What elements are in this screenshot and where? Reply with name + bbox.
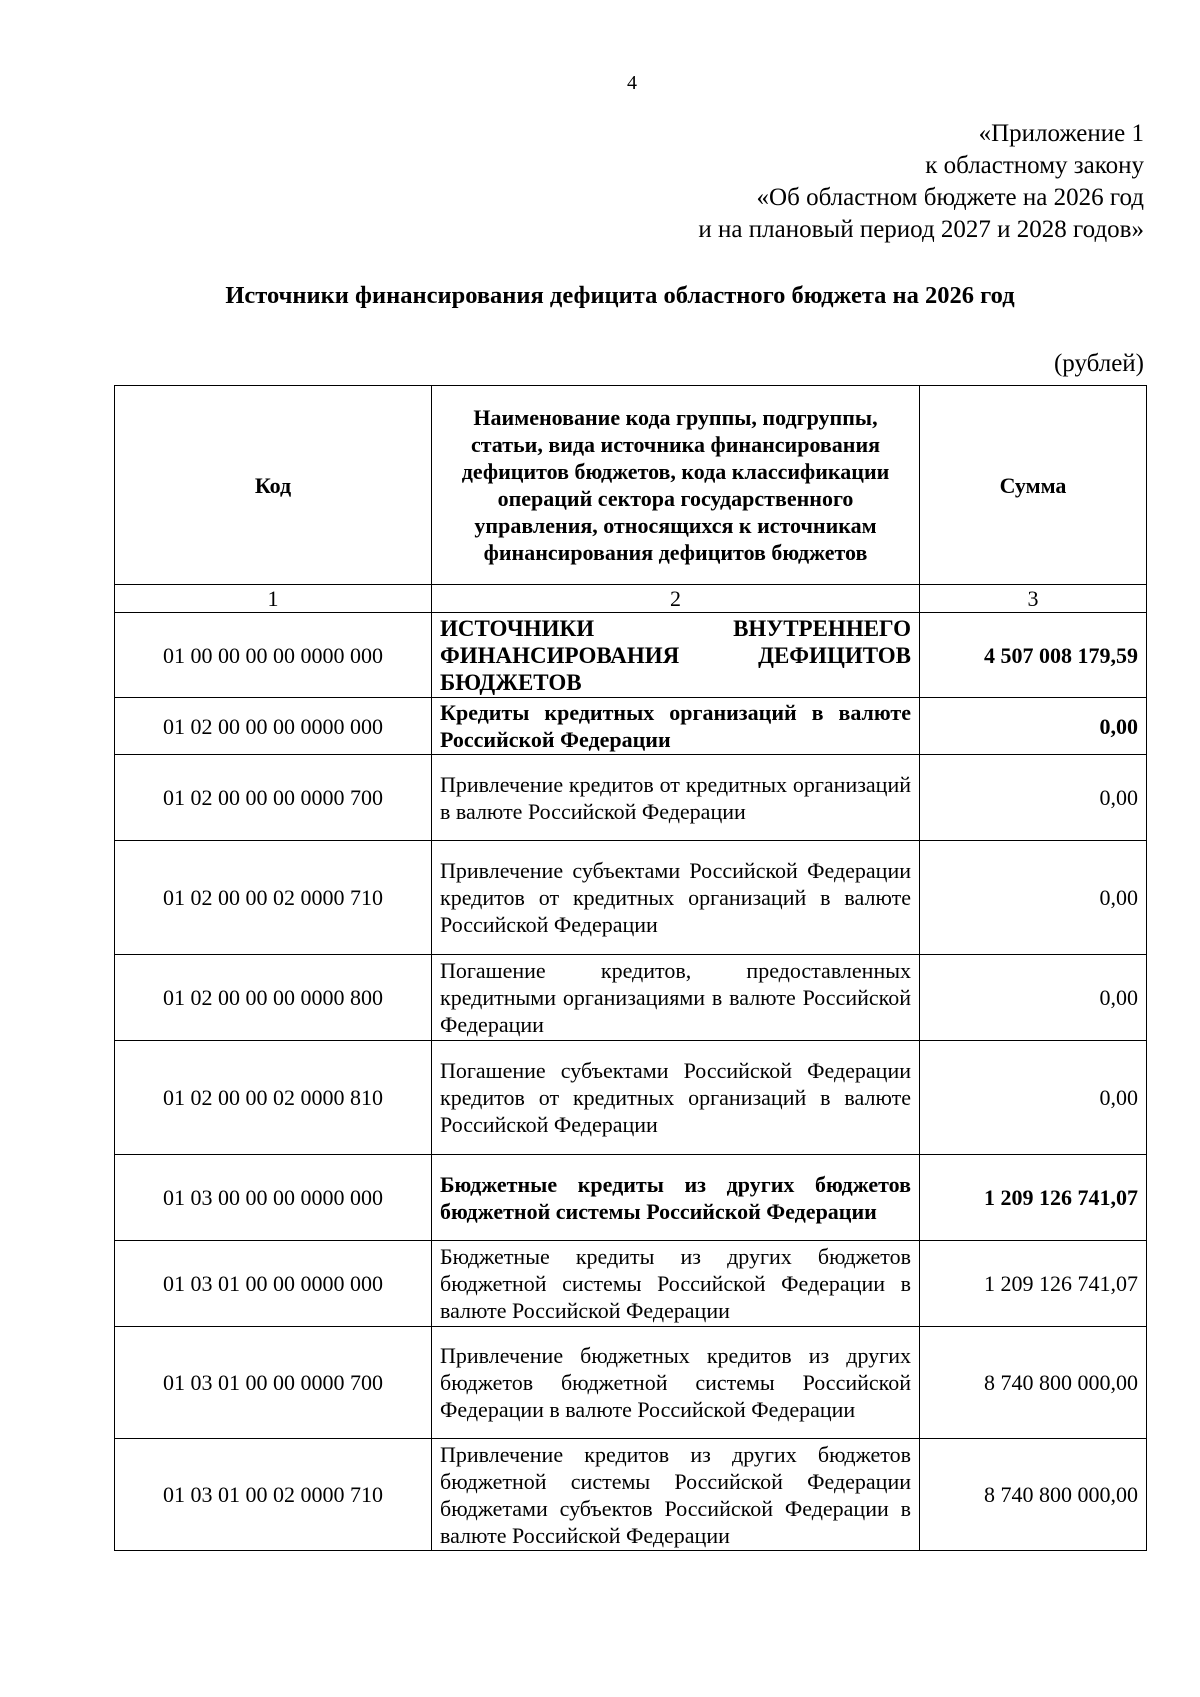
appendix-header bbox=[524, 118, 1144, 246]
row-code: 01 03 01 00 02 0000 710 bbox=[115, 1439, 432, 1551]
row-code: 01 00 00 00 00 0000 000 bbox=[115, 613, 432, 698]
row-sum: 4 507 008 179,59 bbox=[920, 613, 1147, 698]
appendix-line: и на плановый период 2027 и 2028 годов» bbox=[698, 216, 1144, 243]
row-name: Погашение субъектами Российской Федерации кредитов от кредитных организаций в валюте Российской Федерации bbox=[432, 1041, 920, 1155]
appendix-line: к областному закону bbox=[925, 152, 1144, 179]
row-code: 01 03 01 00 00 0000 700 bbox=[115, 1327, 432, 1439]
row-code: 01 02 00 00 02 0000 810 bbox=[115, 1041, 432, 1155]
document-title: Источники финансирования дефицита областного бюджета на 2026 год bbox=[225, 282, 1015, 309]
row-name: Привлечение бюджетных кредитов из других бюджетов бюджетной системы Российской Федерации в валюте Российской Федерации bbox=[432, 1327, 920, 1439]
row-name: ИСТОЧНИКИ ВНУТРЕННЕГО ФИНАНСИРОВАНИЯ ДЕФИЦИТОВ БЮДЖЕТОВ bbox=[432, 613, 920, 698]
row-sum: 1 209 126 741,07 bbox=[920, 1241, 1147, 1327]
row-name: Привлечение кредитов из других бюджетов бюджетной системы Российской Федерации бюджетами субъектов Российской Федерации в валюте Российской Федерации bbox=[432, 1439, 920, 1551]
row-code: 01 02 00 00 00 0000 800 bbox=[115, 955, 432, 1041]
table-row bbox=[115, 1155, 1147, 1241]
table-row bbox=[115, 1327, 1147, 1439]
row-sum: 0,00 bbox=[920, 698, 1147, 755]
row-sum: 0,00 bbox=[920, 955, 1147, 1041]
table-row bbox=[115, 698, 1147, 755]
table-row bbox=[115, 755, 1147, 841]
row-code: 01 03 01 00 00 0000 000 bbox=[115, 1241, 432, 1327]
financing-sources-table bbox=[114, 385, 1147, 1551]
row-name: Погашение кредитов, предоставленных кредитными организациями в валюте Российской Федерации bbox=[432, 955, 920, 1041]
row-code: 01 02 00 00 00 0000 000 bbox=[115, 698, 432, 755]
row-sum: 1 209 126 741,07 bbox=[920, 1155, 1147, 1241]
table-header-row bbox=[115, 386, 1147, 585]
row-sum: 8 740 800 000,00 bbox=[920, 1439, 1147, 1551]
table-row bbox=[115, 613, 1147, 698]
units-label: (рублей) bbox=[1053, 350, 1144, 377]
table-row bbox=[115, 1041, 1147, 1155]
row-code: 01 02 00 00 02 0000 710 bbox=[115, 841, 432, 955]
column-number-row bbox=[115, 585, 1147, 613]
row-name: Бюджетные кредиты из других бюджетов бюджетной системы Российской Федерации bbox=[432, 1155, 920, 1241]
table-row bbox=[115, 955, 1147, 1041]
row-name: Привлечение субъектами Российской Федерации кредитов от кредитных организаций в валюте Российской Федерации bbox=[432, 841, 920, 955]
page-number: 4 bbox=[627, 72, 637, 94]
row-sum: 0,00 bbox=[920, 1041, 1147, 1155]
appendix-line: «Приложение 1 bbox=[978, 120, 1144, 147]
column-number: 3 bbox=[920, 585, 1147, 613]
row-code: 01 02 00 00 00 0000 700 bbox=[115, 755, 432, 841]
header-name: Наименование кода группы, подгруппы, статьи, вида источника финансирования дефицитов бюджетов, кода классификации операций сектора государственного управления, относящихся к источникам финансирования дефицитов бюджетов bbox=[432, 386, 920, 585]
row-sum: 0,00 bbox=[920, 841, 1147, 955]
row-name: Привлечение кредитов от кредитных организаций в валюте Российской Федерации bbox=[432, 755, 920, 841]
column-number: 2 bbox=[432, 585, 920, 613]
row-name: Кредиты кредитных организаций в валюте Российской Федерации bbox=[432, 698, 920, 755]
row-sum: 0,00 bbox=[920, 755, 1147, 841]
column-number: 1 bbox=[115, 585, 432, 613]
table-row bbox=[115, 841, 1147, 955]
header-code: Код bbox=[115, 386, 432, 585]
table-row bbox=[115, 1439, 1147, 1551]
row-code: 01 03 00 00 00 0000 000 bbox=[115, 1155, 432, 1241]
row-name: Бюджетные кредиты из других бюджетов бюджетной системы Российской Федерации в валюте Российской Федерации bbox=[432, 1241, 920, 1327]
header-sum: Сумма bbox=[920, 386, 1147, 585]
table-row bbox=[115, 1241, 1147, 1327]
appendix-line: «Об областном бюджете на 2026 год bbox=[756, 184, 1144, 211]
row-sum: 8 740 800 000,00 bbox=[920, 1327, 1147, 1439]
